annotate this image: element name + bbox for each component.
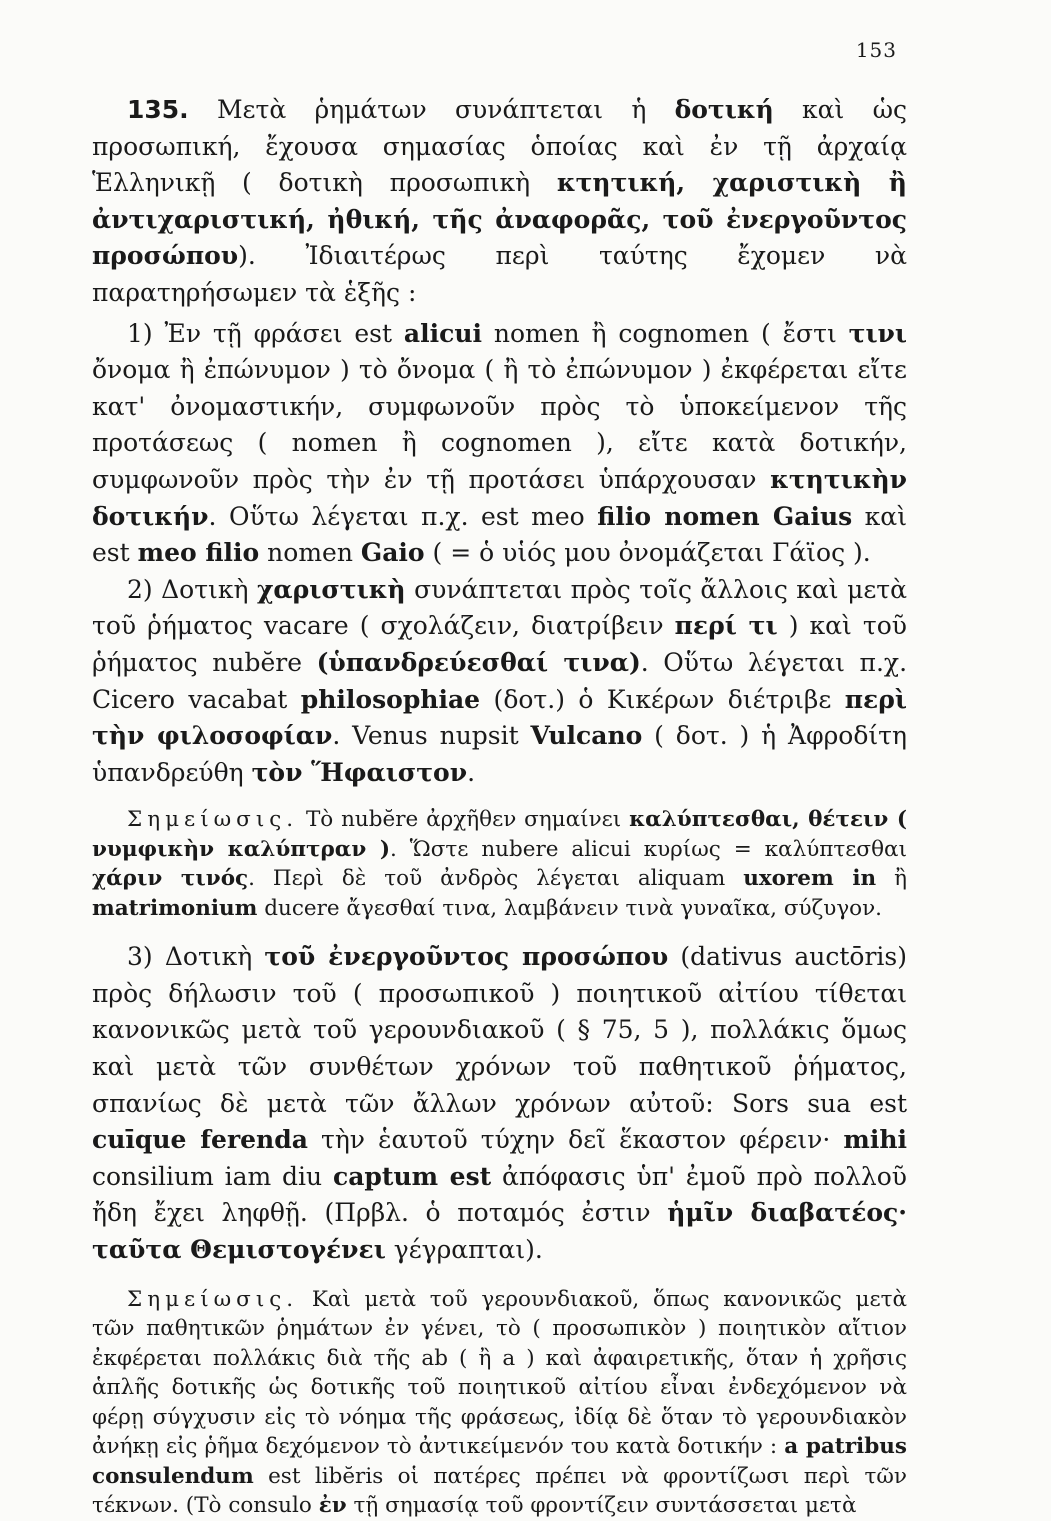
text-run: . Ὥστε nubere alicui κυρίως = καλύπτεσθαι [390,836,908,862]
text-run: nomen [259,538,361,568]
bold-term: περὶ τὴν φιλοσοφίαν [92,684,907,751]
bold-term: a patribus consulendum [92,1434,907,1489]
bold-term: matrimonium [92,895,258,921]
bold-term: captum est [333,1161,492,1191]
bold-term: δοτική [674,95,774,124]
bold-term: τινι [848,318,907,348]
bold-term: ἐν [318,1493,347,1519]
bold-term: χαριστικὴ [256,574,406,604]
text-run: . Οὕτω λέγεται π.χ. Cicero vacabat [92,647,908,714]
text-run: συνάπτεται πρὸς τοῖς ἄλλοις καὶ μετὰ τοῦ ῥήματος vacare ( σχολάζειν, διατρίβειν [92,574,907,641]
text-run: τὴν ἑαυτοῦ τύχην δεῖ ἕκαστον φέρειν· [307,1125,844,1155]
text-run: γέγραπται). [385,1235,543,1265]
text-run: (δοτ.) ὁ Κικέρων διέτριβε [480,684,845,714]
text-run: Τὸ nubĕre ἀρχῆθεν σημαίνει [298,807,630,833]
text-run: nomen ἢ cognomen ( ἔστι [482,318,849,348]
section-135-paragraph [92,92,907,312]
note-1-paragraph [92,805,907,923]
text-run: 3) Δοτικὴ [127,942,265,972]
section-number: 135. [127,95,189,124]
text-body [92,92,907,1521]
text-run: Καὶ μετὰ τοῦ γερουνδιακοῦ, ὅπως κανονικῶς μετὰ τῶν παθητικῶν ῥημάτων ἐν γένει, τὸ ( προσωπικὸν ) ποιητικὸν αἴτιον ἐκφέρεται πολλάκις διὰ τῆς ab ( ἢ a ) καὶ ἀφαιρετικῆς, ὅταν ἡ χρῆσις ἁπλῆς δοτικῆς ὡς δοτικῆς τοῦ ποιητικοῦ αἰτίου εἶναι ἐνδεχόμενον νὰ φέρῃ σύγχυσιν εἰς τὸ νόημα τῆς φράσεως, ἰδίᾳ δὲ ὅταν τὸ γερουνδιακὸν ἀνήκῃ εἰς ῥῆμα δεχόμενον τὸ ἀντικείμενόν του κατὰ δοτικήν : [92,1286,907,1460]
bold-term: Vulcano [530,721,643,751]
bold-term: (ὑπανδρεύεσθαί τινα) [316,647,641,677]
text-run: (dativus auctōris) πρὸς δήλωσιν τοῦ ( προσωπικοῦ ) ποιητικοῦ αἰτίου τίθεται κανονικῶς μετὰ τοῦ γερουνδιακοῦ ( § 75, 5 ), πολλάκις ὅμως καὶ μετὰ τῶν συνθέτων χρόνων τοῦ παθητικοῦ ῥήματος, σπανίως δὲ μετὰ τῶν ἄλλων χρόνων αὐτοῦ: Sors sua est [92,942,907,1118]
bold-term: cuīque ferenda [92,1125,308,1155]
text-run: ὄνομα ἢ ἐπώνυμον ) τὸ ὄνομα ( ἢ τὸ ἐπώνυμον ) ἐκφέρεται εἴτε κατ' ὀνομαστικήν, συμφωνοῦν πρὸς τὸ ὑποκείμενον τῆς προτάσεως ( nomen ἢ cognomen ), εἴτε κατὰ δοτικήν, συμφωνοῦν πρὸς τὴν ἐν τῇ προτάσει ὑπάρχουσαν [92,355,907,494]
bold-term: ἡμῖν διαβατέος· ταῦτα Θεμιστογένει [92,1198,907,1265]
bold-term: philosophiae [300,684,481,714]
text-run: ducere ἄγεσθαί τινα, λαμβάνειν τινὰ γυναῖκα, σύζυγον. [257,895,883,921]
note-label: Σημείωσις. [127,1286,299,1312]
item-1-paragraph [92,316,907,572]
page-number: 153 [855,38,897,62]
text-run: ( = ὁ υἱός μου ὀνομάζεται Γάϊος ). [424,538,871,568]
bold-term: τὸν Ἥφαιστον [251,757,468,787]
text-run: Μετὰ ῥημάτων συνάπτεται ἡ [188,95,675,124]
bold-term: mihi [843,1125,907,1155]
text-run: καὶ ὡς προσωπική, ἔχουσα σημασίας ὁποίας καὶ ἐν τῇ ἀρχαίᾳ Ἑλληνικῇ ( δοτικὴ προσωπικὴ [92,95,908,198]
text-run: ἢ [876,866,907,892]
text-run: καὶ est [92,501,907,568]
bold-term: τοῦ ἐνεργοῦντος προσώπου [264,942,669,972]
text-run: ἀπόφασις ὑπ' ἐμοῦ πρὸ πολλοῦ ἤδη ἔχει ληφθῇ. (Πρβλ. ὁ ποταμός ἐστιν [92,1161,908,1228]
text-run: consilium iam diu [92,1161,333,1191]
item-2-paragraph [92,572,907,792]
text-run: 2) Δοτικὴ [127,574,257,604]
bold-term: uxorem in [743,866,877,892]
bold-term: κτητικὴν δοτικήν [92,464,907,531]
text-run: est libĕris οἱ πατέρες πρέπει νὰ φροντίζωσι περὶ τῶν τέκνων. (Τὸ consulo [92,1463,907,1519]
bold-term: περί τι [674,611,778,641]
item-3-paragraph [92,939,907,1268]
text-run: 1) Ἐν τῇ φράσει est [127,318,404,348]
bold-term: χάριν τινός [92,866,249,892]
text-run: ). Ἰδιαιτέρως περὶ ταύτης ἔχομεν νὰ παρατηρήσωμεν τὰ ἑξῆς : [92,241,907,307]
text-run: τῇ σημασίᾳ τοῦ φροντίζειν συντάσσεται μετὰ [346,1493,857,1519]
bold-term: filio nomen Gaius [597,501,853,531]
text-run: ( δοτ. ) ἡ Ἀφροδίτη ὑπανδρεύθη [92,721,907,787]
text-run: . Venus nupsit [332,721,531,751]
note-label: Σημείωσις. [127,807,299,833]
bold-term: καλύπτεσθαι, θέτειν ( νυμφικὴν καλύπτραν ) [92,807,907,862]
bold-term: alicui [403,318,482,348]
bold-term: κτητική, χαριστικὴ ἢ ἀντιχαριστική, ἠθική, τῆς ἀναφορᾶς, τοῦ ἐνεργοῦντος προσώπου [92,168,907,271]
text-run: . Περὶ δὲ τοῦ ἀνδρὸς λέγεται aliquam [248,866,744,892]
text-run: ) καὶ τοῦ ῥήματος nubĕre [92,611,908,677]
note-2-paragraph [92,1285,907,1521]
text-run: . Οὕτω λέγεται π.χ. est meo [208,501,598,531]
text-run: . [467,757,476,787]
bold-term: Gaio [360,538,425,568]
bold-term: meo filio [137,538,260,568]
